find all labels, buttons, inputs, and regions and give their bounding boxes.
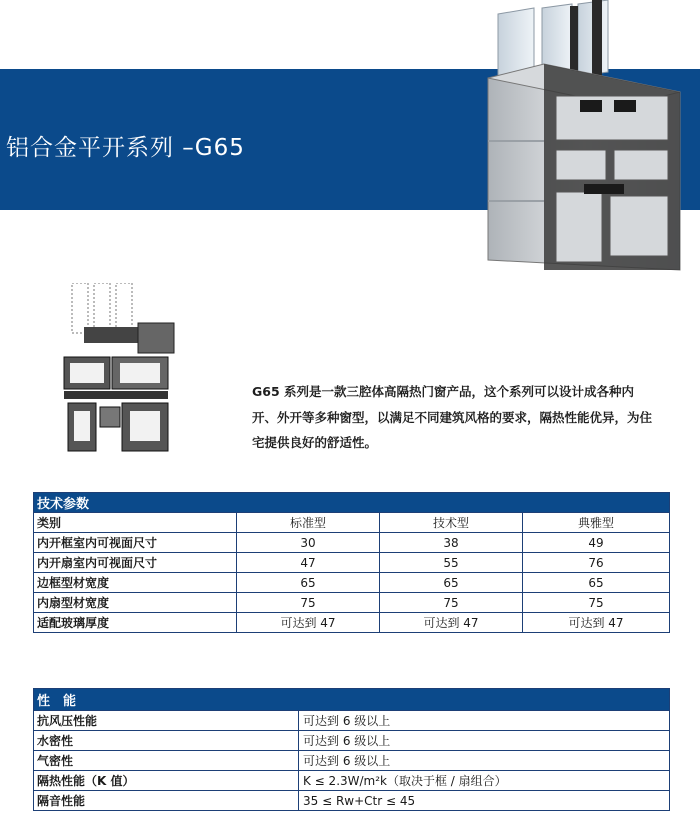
performance-table — [33, 688, 670, 811]
profile-3d-image — [484, 0, 694, 292]
row-label: 内开扇室内可视面尺寸 — [34, 553, 237, 573]
cell-value: K ≤ 2.3W/m²k（取决于框 / 扇组合） — [299, 771, 670, 791]
row-label: 抗风压性能 — [34, 711, 299, 731]
page-title: 铝合金平开系列 –G65 — [6, 135, 245, 161]
table-row — [34, 573, 670, 593]
table-row — [34, 711, 670, 731]
table-row — [34, 791, 670, 811]
row-label: 内扇型材宽度 — [34, 593, 237, 613]
cell-value: 75 — [380, 593, 523, 613]
table-row — [34, 513, 670, 533]
row-label: 水密性 — [34, 731, 299, 751]
cell-value: 可达到 47 — [380, 613, 523, 633]
cell-value: 47 — [237, 553, 380, 573]
cell-value: 65 — [380, 573, 523, 593]
table-row — [34, 771, 670, 791]
cell-value: 35 ≤ Rw+Ctr ≤ 45 — [299, 791, 670, 811]
cell-value: 75 — [237, 593, 380, 613]
cell-value: 30 — [237, 533, 380, 553]
product-description: G65 系列是一款三腔体高隔热门窗产品，这个系列可以设计成各种内开、外开等多种窗型，以满足不同建筑风格的要求，隔热性能优异，为住宅提供良好的舒适性。 — [252, 384, 653, 450]
column-header: 典雅型 — [523, 513, 670, 533]
column-header: 类别 — [34, 513, 237, 533]
cell-value: 75 — [523, 593, 670, 613]
table-row — [34, 751, 670, 771]
table-row — [34, 613, 670, 633]
cell-value: 49 — [523, 533, 670, 553]
perf-table-header: 性 能 — [34, 689, 670, 711]
cell-value: 55 — [380, 553, 523, 573]
cell-value: 65 — [237, 573, 380, 593]
cell-value: 可达到 6 级以上 — [299, 751, 670, 771]
table-row — [34, 731, 670, 751]
row-label: 隔热性能（K 值） — [34, 771, 299, 791]
table-row — [34, 593, 670, 613]
cell-value: 76 — [523, 553, 670, 573]
table-row — [34, 533, 670, 553]
row-label: 内开框室内可视面尺寸 — [34, 533, 237, 553]
table-row — [34, 553, 670, 573]
row-label: 隔音性能 — [34, 791, 299, 811]
tech-params-table — [33, 492, 670, 633]
column-header: 技术型 — [380, 513, 523, 533]
cross-section-drawing — [62, 283, 180, 453]
cell-value: 可达到 6 级以上 — [299, 731, 670, 751]
cell-value: 可达到 47 — [237, 613, 380, 633]
column-header: 标准型 — [237, 513, 380, 533]
row-label: 气密性 — [34, 751, 299, 771]
cell-value: 可达到 6 级以上 — [299, 711, 670, 731]
row-label: 边框型材宽度 — [34, 573, 237, 593]
cell-value: 65 — [523, 573, 670, 593]
cell-value: 可达到 47 — [523, 613, 670, 633]
cell-value: 38 — [380, 533, 523, 553]
tech-table-header: 技术参数 — [34, 493, 670, 513]
row-label: 适配玻璃厚度 — [34, 613, 237, 633]
